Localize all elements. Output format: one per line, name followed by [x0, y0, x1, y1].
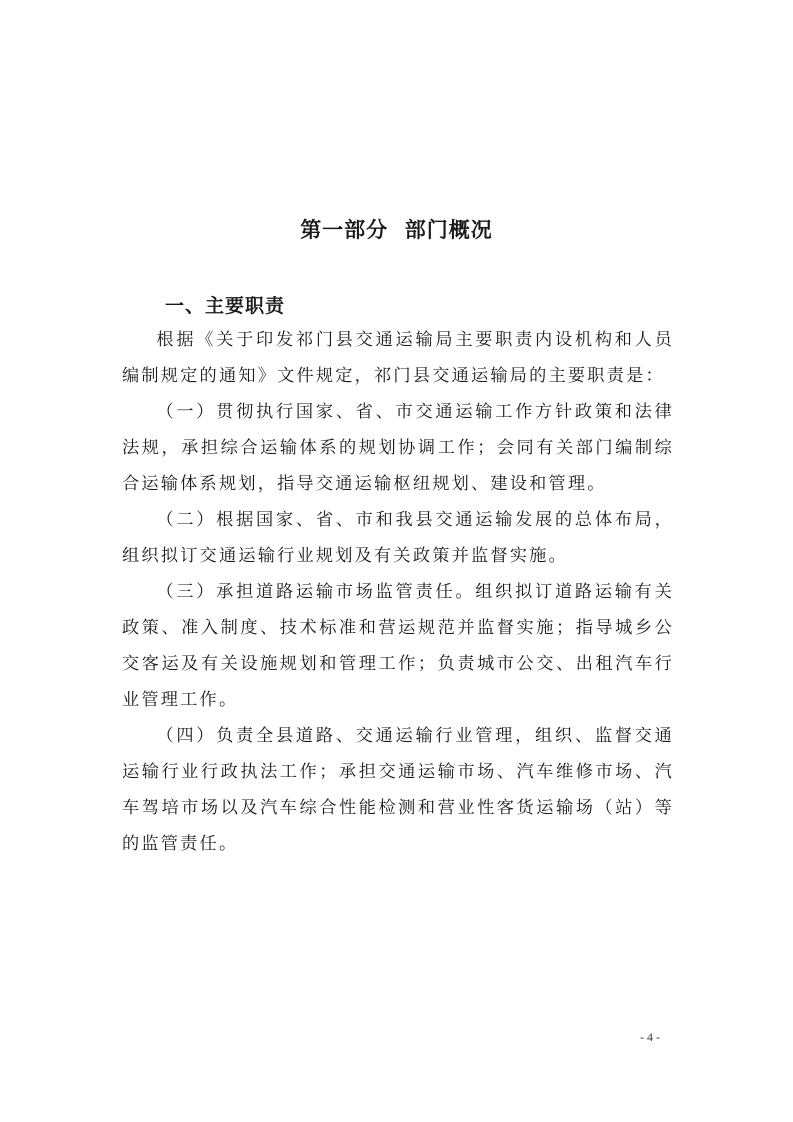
document-body [122, 322, 674, 862]
part-title: 第一部分 部门概况 [300, 218, 493, 242]
paragraph-duty-3: （三）承担道路运输市场监管责任。组织拟订道路运输有关政策、准入制度、技术标准和营运规范并监督实施；指导城乡公交客运及有关设施规划和管理工作；负责城市公交、出租汽车行业管理工作。 [122, 582, 674, 710]
paragraph-duty-4: （四）负责全县道路、交通运输行业管理，组织、监督交通运输行业行政执法工作；承担交通运输市场、汽车维修市场、汽车驾培市场以及汽车综合性能检测和营业性客货运输场（站）等的监管责任。 [122, 726, 674, 854]
section-heading: 一、主要职责 [165, 295, 286, 317]
page-number: - 4 - [640, 1030, 660, 1044]
paragraph-intro: 根据《关于印发祁门县交通运输局主要职责内设机构和人员编制规定的通知》文件规定，祁门县交通运输局的主要职责是： [122, 330, 674, 386]
paragraph-duty-1: （一）贯彻执行国家、省、市交通运输工作方针政策和法律法规，承担综合运输体系的规划协调工作；会同有关部门编制综合运输体系规划，指导交通运输枢纽规划、建设和管理。 [122, 402, 674, 494]
paragraph-duty-2: （二）根据国家、省、市和我县交通运输发展的总体布局，组织拟订交通运输行业规划及有关政策并监督实施。 [122, 510, 674, 566]
